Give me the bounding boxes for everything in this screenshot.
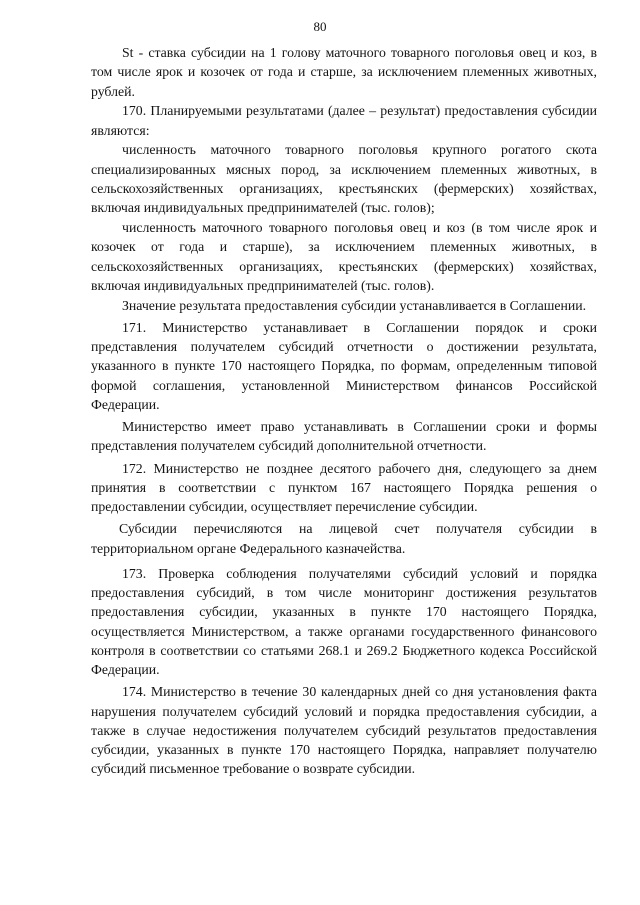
paragraph-173-control: 173. Проверка соблюдения получателями субсидий условий и порядка предоставления субсидий, в том числе мониторинг достижения результатов предоставления субсидии, указанных в пункте 170 настоящего Порядка, осуществляется Министерством, а также органами государственного финансового контроля в соответствии со статьями 268.1 и 269.2 Бюджетного кодекса Российской Федерации.	[91, 565, 597, 678]
page-number: 80	[313, 19, 327, 34]
paragraph-result-value: Значение результата предоставления субсидии устанавливается в Соглашении.	[122, 297, 587, 313]
paragraph-treasury-account: Субсидии перечисляются на лицевой счет получателя субсидии в территориальном органе Федерального казначейства.	[91, 521, 597, 556]
paragraph-174-refund: 174. Министерство в течение 30 календарных дней со дня установления факта нарушения получателем субсидий условий и порядка предоставления субсидии, а также в случае недостижения получателем субсидий результатов предоставления субсидии, указанных в пункте 170 настоящего Порядка, направляет получателю субсидий письменное требование о возврате субсидии.	[91, 684, 597, 777]
paragraph-rate-definition: St - ставка субсидии на 1 голову маточного товарного поголовья овец и коз, в том числе ярок и козочек от года и старше, за исключением племенных животных, рублей.	[91, 45, 597, 99]
paragraph-170-results: 170. Планируемыми результатами (далее – результат) предоставления субсидии являются:	[91, 103, 597, 138]
paragraph-sheep-goat-count: численность маточного товарного поголовья овец и коз (в том числе ярок и козочек от года и старше), за исключением племенных животных, в сельскохозяйственных организациях, крестьянских (фермерских) хозяйствах, включая индивидуальных предпринимателей (тыс. голов).	[91, 220, 597, 293]
document-body	[91, 43, 597, 779]
paragraph-additional-reporting: Министерство имеет право устанавливать в Соглашении сроки и формы представления получателем субсидий дополнительной отчетности.	[91, 419, 597, 454]
paragraph-171-reporting: 171. Министерство устанавливает в Соглашении порядок и сроки представления получателем субсидий отчетности о достижении результата, указанного в пункте 170 настоящего Порядка, по формам, определенным типовой формой соглашения, установленной Министерством финансов Российской Федерации.	[91, 319, 597, 412]
paragraph-172-transfer: 172. Министерство не позднее десятого рабочего дня, следующего за днем принятия в соответствии с пунктом 167 настоящего Порядка решения о предоставлении субсидии, осуществляет перечисление субсидии.	[91, 460, 597, 515]
paragraph-cattle-count: численность маточного товарного поголовья крупного рогатого скота специализированных мясных пород, за исключением племенных животных, в сельскохозяйственных организациях, крестьянских (фермерских) хозяйствах, включая индивидуальных предпринимателей (тыс. голов);	[91, 142, 597, 216]
